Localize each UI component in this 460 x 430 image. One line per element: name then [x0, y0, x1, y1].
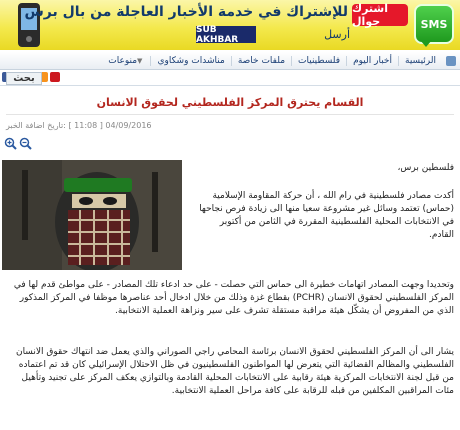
masked-fighter-image — [2, 160, 182, 270]
search-bar — [0, 72, 460, 86]
sms-icon-label: SMS — [420, 17, 448, 31]
chevron-down-icon: ▼ — [137, 56, 143, 65]
nav-item-appeals[interactable] — [150, 56, 230, 66]
subscribe-button[interactable]: اشترك جوال — [352, 4, 408, 26]
search-button[interactable]: بحث — [6, 72, 42, 85]
article-title: القسام يحترق المركز الفلسطيني لحقوق الانسان — [96, 96, 364, 109]
main-navigation — [0, 52, 460, 70]
nav-item-label: فلسطينيات — [298, 55, 341, 66]
nav-home-icon[interactable] — [446, 56, 456, 66]
article-source: فلسطين برس، — [397, 163, 454, 173]
date-value: [ 11:08 ] 04/09/2016 — [68, 121, 152, 130]
article-paragraph-3: يشار الى أن المركز الفلسطيني لحقوق الانسان برئاسة المحامي راجي الصوراني والذي يعمل ضد انتهاك حقوق الانسان الفلسطيني والمظالم القضائية التي يتعرض لها المواطنون الفلسطينيون في ظل الاحتلال الإسرائيلي كان قد تم اعتماده من قبل لجنة الانتخابات المركزية هيئة رقابية على الانتخابات المحلية القادمة وبالتوازي يعكف المركز على تجنيد وتأهيل مئات المراقبين المكلفين من قبله للرقابة على كافة مراحل العملية الانتخابية. — [15, 347, 454, 396]
nav-item-label: منوعات — [108, 55, 138, 66]
date-label: تاريخ اضافة الخبر: — [6, 121, 66, 130]
nav-item-label: أخبار اليوم — [353, 55, 392, 66]
nav-item-label: ملفات خاصة — [237, 55, 286, 66]
nav-item-today-news[interactable] — [346, 56, 398, 66]
divider — [6, 114, 454, 115]
article-paragraph-2: وتحديدا وجهت المصادر اتهامات خطيرة الى حماس التي حصلت - على حد ادعاء تلك المصادر - على مواطئ قدم لها في المركز الفلسطيني لحقوق الانسان (PCHR) بقطاع غزة وذلك من خلال ادخال أحد عناصرها موظفا في المركز المذكور الذي من المفروض أن يشكّل هيئة مراقبة مستقلة تشرف على سير ونزاهة العملية الانتخابية. — [13, 280, 454, 316]
sms-bubble-tail — [420, 40, 432, 47]
zoom-in-icon[interactable] — [4, 137, 17, 150]
zoom-out-icon[interactable] — [19, 137, 32, 150]
article-paragraph-1: أكدت مصادر فلسطينية في رام الله ، أن حركة المقاومة الإسلامية (حماس) تعتمد وسائل غير مشروعة سعيا منها الى زيادة فرص نجاحها في الانتخابات المحلية الفلسطينية المقررة في الثامن من أكتوبر القادم. — [199, 191, 454, 240]
send-instruction: أرسل — [324, 28, 350, 41]
article-photo — [2, 160, 182, 270]
youtube-icon[interactable] — [50, 72, 60, 82]
nav-item-label: الرئيسية — [405, 55, 436, 66]
nav-item-palestinian[interactable] — [291, 56, 346, 66]
nav-item-label: مناشدات وشكاوي — [157, 55, 225, 66]
article-date — [6, 121, 152, 130]
sms-subscription-banner[interactable] — [0, 0, 460, 50]
banner-headline: للإشتراك في خدمة الأخبار العاجلة من بال برس — [24, 4, 348, 20]
sms-icon — [414, 4, 454, 44]
subscription-code: SUB AKHBAR — [196, 26, 256, 43]
nav-item-home[interactable] — [398, 56, 442, 66]
nav-item-misc[interactable] — [102, 56, 150, 66]
nav-item-special-files[interactable] — [231, 56, 291, 66]
text-size-controls — [4, 137, 32, 150]
